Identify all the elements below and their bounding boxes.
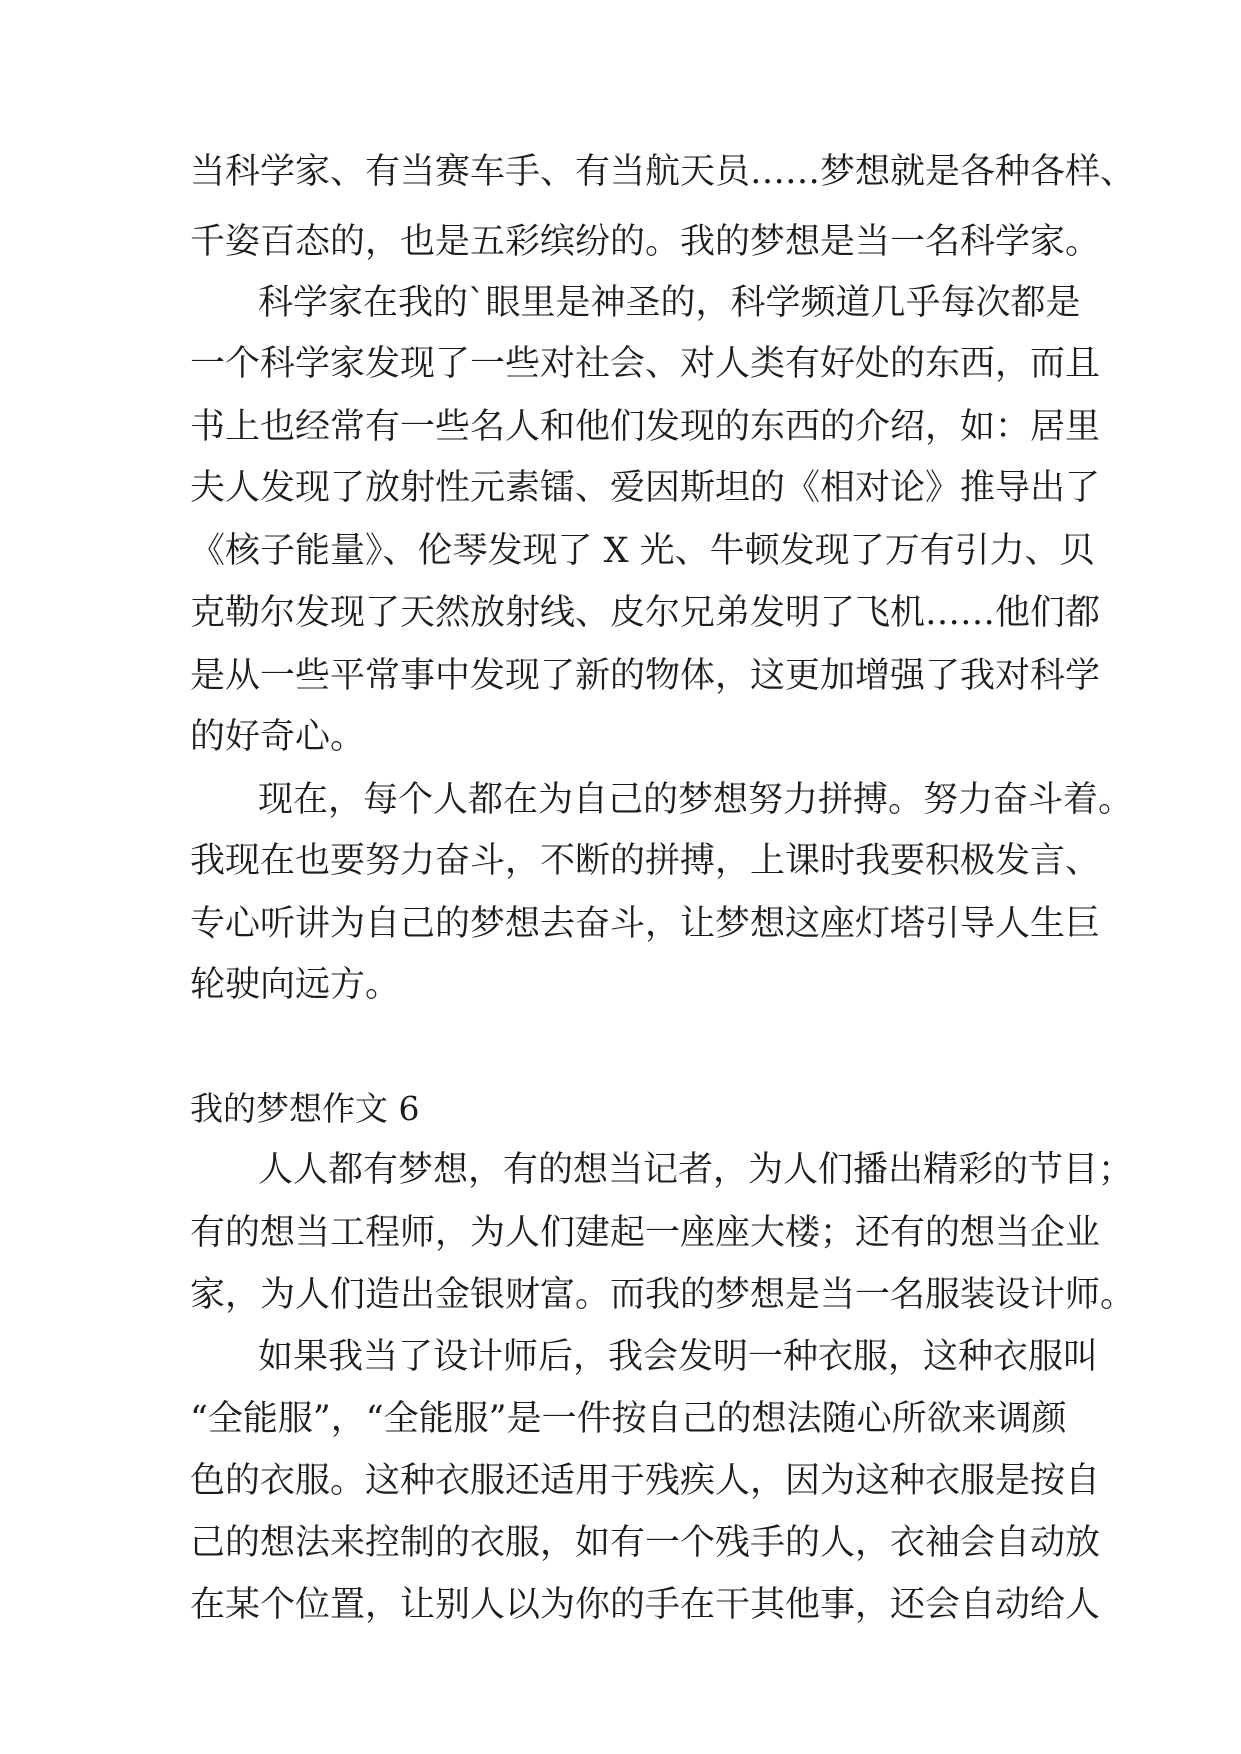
text-line: 我现在也要努力奋斗，不断的拼搏，上课时我要积极发言、 xyxy=(190,841,1101,881)
text-line: 专心听讲为自己的梦想去奋斗，让梦想这座灯塔引导人生巨 xyxy=(190,904,1101,944)
text-line: 是从一些平常事中发现了新的物体，这更加增强了我对科学 xyxy=(190,656,1101,696)
text-line: 如果我当了设计师后，我会发明一种衣服，这种衣服叫 xyxy=(258,1337,1099,1377)
text-line: 色的衣服。这种衣服还适用于残疾人，因为这种衣服是按自 xyxy=(190,1461,1101,1501)
text-line: 在某个位置，让别人以为你的手在干其他事，还会自动给人 xyxy=(190,1585,1101,1625)
text-line: 人人都有梦想，有的想当记者，为人们播出精彩的节目； xyxy=(258,1150,1134,1190)
essay-title: 我的梦想作文 6 xyxy=(190,1089,420,1128)
text-line: 有的想当工程师，为人们建起一座座大楼；还有的想当企业 xyxy=(190,1213,1101,1253)
text-line: 现在，每个人都在为自己的梦想努力拼搏。努力奋斗着。 xyxy=(258,780,1134,820)
text-line: 《核子能量》、伦琴发现了 X 光、牛顿发现了万有引力、贝 xyxy=(190,531,1095,571)
text-line: 千姿百态的，也是五彩缤纷的。我的梦想是当一名科学家。 xyxy=(190,222,1101,262)
text-line: 克勒尔发现了天然放射线、皮尔兄弟发明了飞机……他们都 xyxy=(190,593,1101,633)
text-line: 己的想法来控制的衣服，如有一个残手的人，衣袖会自动放 xyxy=(190,1523,1101,1563)
text-line: 科学家在我的`眼里是神圣的，科学频道几乎每次都是 xyxy=(258,283,1081,323)
text-line: 的好奇心。 xyxy=(190,717,366,757)
text-line: 家，为人们造出金银财富。而我的梦想是当一名服装设计师。 xyxy=(190,1275,1136,1315)
text-line: 夫人发现了放射性元素镭、爱因斯坦的《相对论》推导出了 xyxy=(190,468,1101,508)
text-line: 当科学家、有当赛车手、有当航天员……梦想就是各种各样、 xyxy=(190,152,1136,192)
text-line: 一个科学家发现了一些对社会、对人类有好处的东西，而且 xyxy=(190,344,1101,384)
text-line: 书上也经常有一些名人和他们发现的东西的介绍，如：居里 xyxy=(190,407,1101,447)
text-line: “全能服”，“全能服”是一件按自己的想法随心所欲来调颜 xyxy=(190,1399,1067,1439)
text-line: 轮驶向远方。 xyxy=(190,965,401,1005)
